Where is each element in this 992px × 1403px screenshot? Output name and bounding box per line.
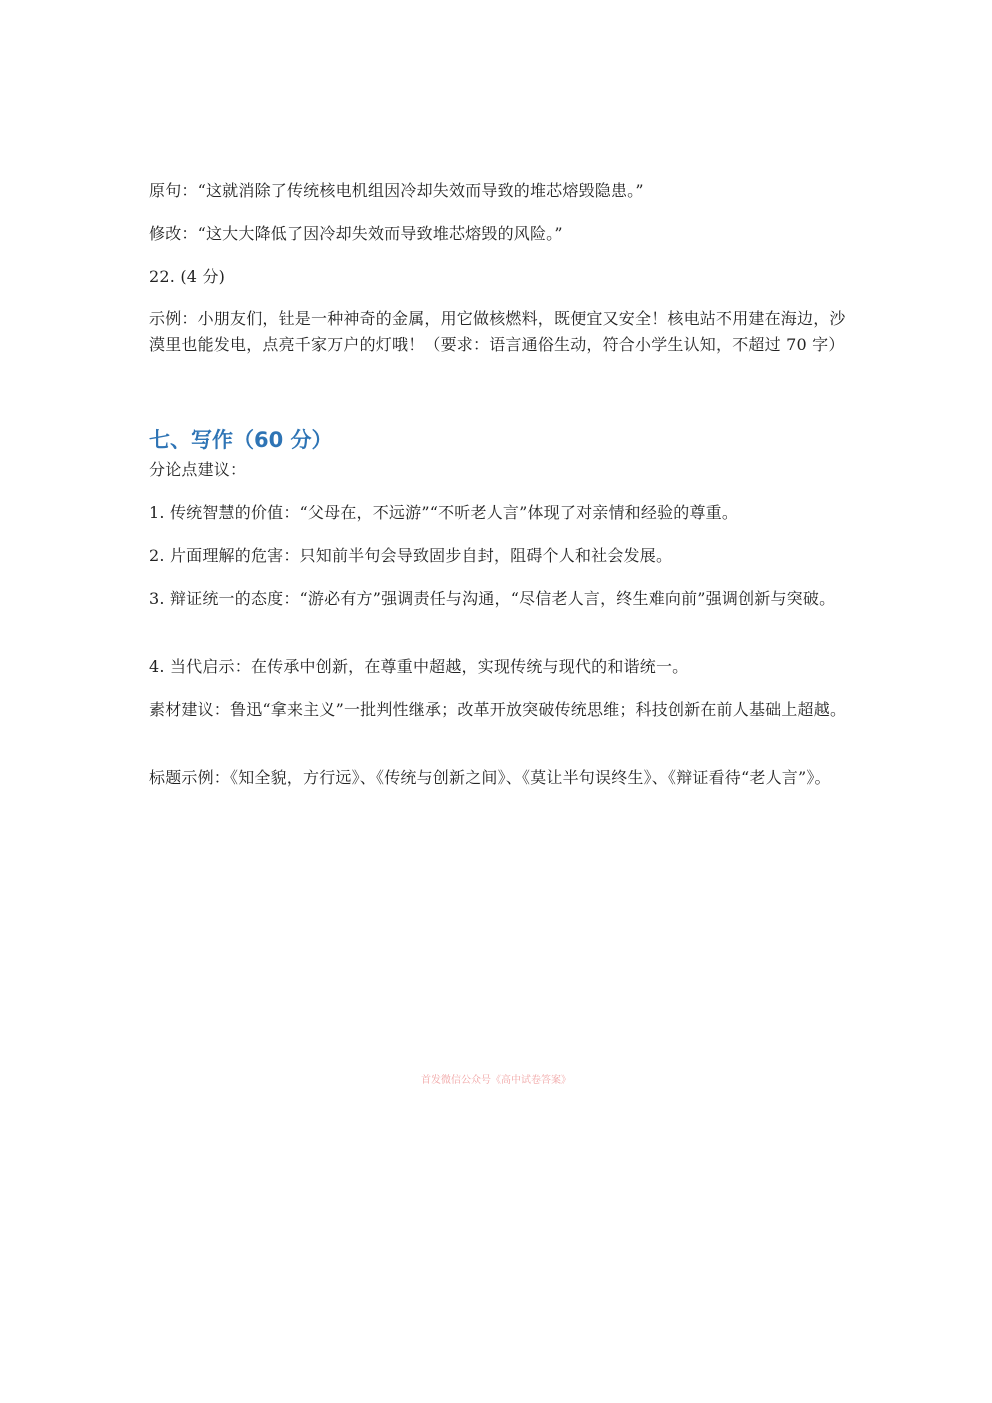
section-7-heading: 七、写作（60 分） [149, 428, 333, 452]
material-suggestion: 素材建议：鲁迅“拿来主义”一批判性继承；改革开放突破传统思维；科技创新在前人基础上超越。 [149, 700, 847, 719]
sub-point-1: 1. 传统智慧的价值：“父母在，不远游”“不听老人言”体现了对亲情和经验的尊重。 [149, 503, 739, 522]
document-page [149, 0, 849, 1403]
title-examples: 标题示例：《知全貌，方行远》、《传统与创新之间》、《莫让半句误终生》、《辩证看待“老人言”》。 [149, 768, 831, 787]
original-sentence: 原句：“这就消除了传统核电机组因冷却失效而导致的堆芯熔毁隐患。” [149, 181, 644, 200]
sub-points-heading: 分论点建议： [149, 460, 247, 479]
question-22-label: 22. (4 分) [149, 267, 226, 286]
sub-point-3: 3. 辩证统一的态度：“游必有方”强调责任与沟通，“尽信老人言，终生难向前”强调创新与突破。 [149, 589, 836, 608]
watermark-footer: 首发微信公众号《高中试卷答案》 [421, 1075, 571, 1086]
sub-point-4: 4. 当代启示：在传承中创新，在尊重中超越，实现传统与现代的和谐统一。 [149, 657, 689, 676]
revised-sentence: 修改：“这大大降低了因冷却失效而导致堆芯熔毁的风险。” [149, 224, 563, 243]
sub-point-2: 2. 片面理解的危害：只知前半句会导致固步自封，阻碍个人和社会发展。 [149, 546, 673, 565]
question-22-example: 示例：小朋友们，钍是一种神奇的金属，用它做核燃料，既便宜又安全！核电站不用建在海边，沙漠里也能发电，点亮千家万户的灯哦！（要求：语言通俗生动，符合小学生认知，不超过 70 字） [149, 309, 846, 354]
